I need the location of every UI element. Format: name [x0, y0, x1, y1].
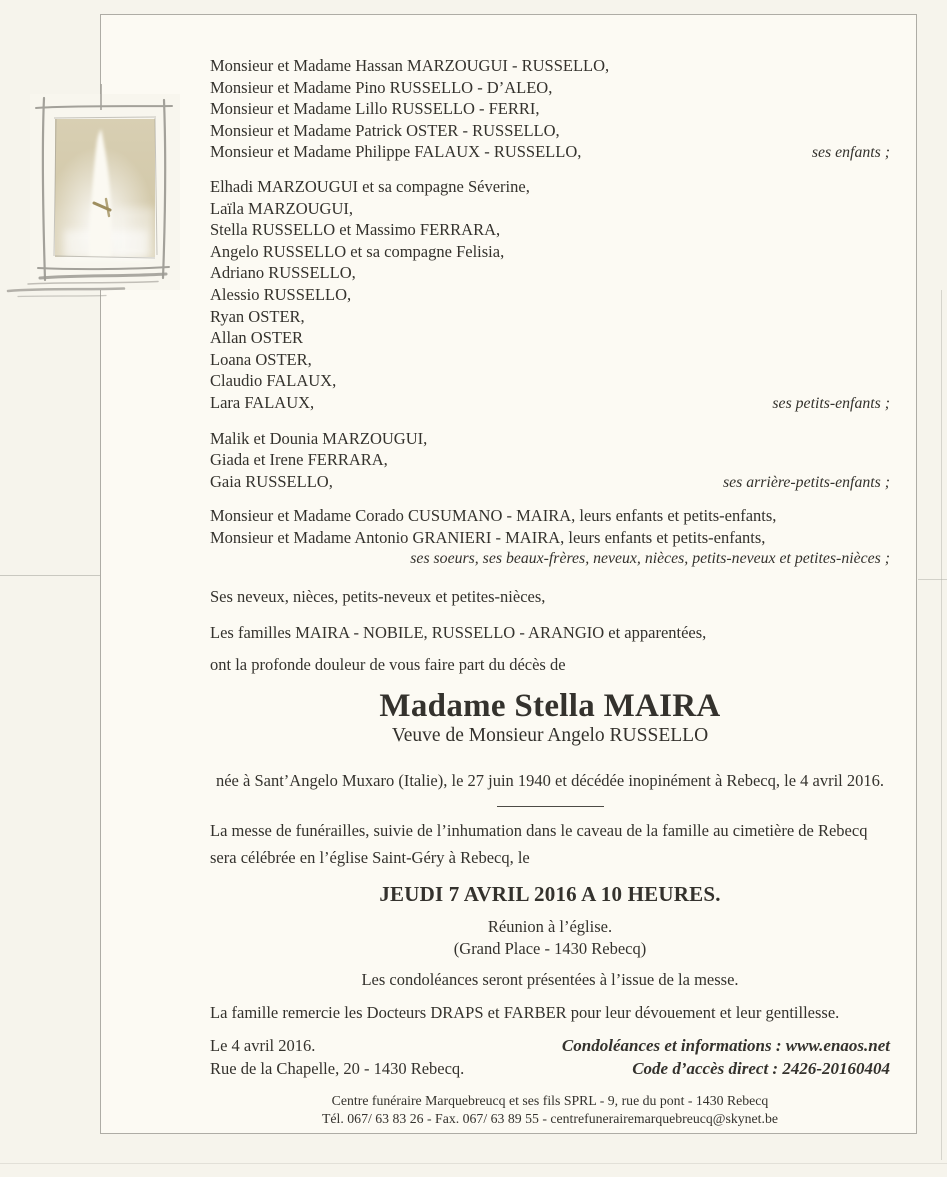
ceremony-datetime: JEUDI 7 AVRIL 2016 A 10 HEURES.	[379, 882, 721, 907]
footer-line-1: Centre funéraire Marquebreucq et ses fils SPRL - 9, rue du pont - 1430 Rebecq	[331, 1092, 769, 1108]
signoff-left	[210, 1034, 464, 1080]
birth-death-line: née à Sant’Angelo Muxaro (Italie), le 27 juin 1940 et décédée inopinément à Rebecq, le 4 avril 2016.	[215, 770, 885, 790]
signoff-info-access-code: Code d’accès direct : 2426-20160404	[632, 1058, 890, 1078]
scan-fold-line-right	[918, 579, 947, 580]
divider-rule	[497, 806, 604, 807]
family-line: Stella RUSSELLO et Massimo FERRARA,	[210, 220, 501, 240]
grandchildren-list	[210, 176, 890, 415]
family-line: Gaia RUSSELLO,	[210, 471, 333, 491]
intro-line-families: Les familles MAIRA - NOBILE, RUSSELLO - ARANGIO et apparentées,	[210, 622, 707, 642]
family-line-with-label	[210, 141, 890, 164]
funeral-home-footer	[210, 1092, 890, 1129]
children-list	[210, 55, 890, 164]
family-line: Loana OSTER,	[210, 349, 312, 369]
memorial-card	[100, 14, 917, 1134]
card-content	[101, 15, 916, 1129]
relation-label-children: ses enfants ;	[811, 144, 890, 162]
thanks-line: La famille remercie les Docteurs DRAPS et FARBER pour leur dévouement et leur gentillesse.	[210, 1003, 840, 1023]
family-line: Alessio RUSSELLO,	[210, 284, 352, 304]
intro-line-nephews: Ses neveux, nièces, petits-neveux et petites-nièces,	[210, 587, 546, 607]
great-grandchildren-list	[210, 428, 890, 494]
ceremony-line-2: sera célébrée en l’église Saint-Géry à Rebecq, le	[210, 848, 530, 868]
intro-line-announcement: ont la profonde douleur de vous faire part du décès de	[210, 655, 566, 675]
candle-sketch-icon	[6, 84, 192, 300]
family-line: Monsieur et Madame Lillo RUSSELLO - FERRI,	[210, 99, 540, 119]
scan-page-edge-bottom	[0, 1163, 947, 1164]
family-line: Allan OSTER	[210, 328, 304, 348]
family-line: Elhadi MARZOUGUI et sa compagne Séverine,	[210, 176, 530, 196]
family-line: Claudio FALAUX,	[210, 371, 337, 391]
family-line: Adriano RUSSELLO,	[210, 263, 356, 283]
signoff-info-website: Condoléances et informations : www.enaos.net	[561, 1035, 890, 1055]
relation-label-siblings: ses soeurs, ses beaux-frères, neveux, nièces, petits-neveux et petites-nièces ;	[410, 550, 890, 568]
family-line: Ryan OSTER,	[210, 306, 305, 326]
family-line: Giada et Irene FERRARA,	[210, 450, 388, 470]
meeting-place: (Grand Place - 1430 Rebecq)	[453, 939, 647, 959]
family-line: Angelo RUSSELLO et sa compagne Felisia,	[210, 241, 505, 261]
ceremony-paragraph	[210, 817, 890, 872]
family-line-with-label	[210, 392, 890, 415]
family-line: Monsieur et Madame Philippe FALAUX - RUSSELLO,	[210, 142, 582, 162]
condolences-line: Les condoléances seront présentées à l’issue de la messe.	[361, 969, 739, 989]
scan-fold-line-left	[0, 575, 100, 576]
family-line: Laïla MARZOUGUI,	[210, 198, 353, 218]
family-line: Monsieur et Madame Patrick OSTER - RUSSELLO,	[210, 120, 560, 140]
scan-page-edge-right	[941, 290, 942, 1160]
signoff-address: Rue de la Chapelle, 20 - 1430 Rebecq.	[210, 1058, 465, 1078]
signoff-right	[562, 1034, 890, 1080]
signoff-date: Le 4 avril 2016.	[210, 1035, 316, 1055]
relation-label-grandchildren: ses petits-enfants ;	[772, 394, 890, 412]
family-line: Monsieur et Madame Corado CUSUMANO - MAIRA, leurs enfants et petits-enfants,	[210, 506, 777, 526]
meeting-line: Réunion à l’église.	[487, 917, 613, 937]
footer-line-2: Tél. 067/ 63 83 26 - Fax. 067/ 63 89 55 - centrefunerairemarquebreucq@skynet.be	[322, 1111, 778, 1127]
ceremony-line-1: La messe de funérailles, suivie de l’inhumation dans le caveau de la famille au cimetière de Rebecq	[210, 820, 868, 840]
siblings-list	[210, 505, 890, 570]
family-line: Monsieur et Madame Pino RUSSELLO - D’ALEO,	[210, 77, 553, 97]
relation-label-great-grandchildren: ses arrière-petits-enfants ;	[722, 473, 890, 491]
meeting-block	[210, 916, 890, 961]
family-line: Malik et Dounia MARZOUGUI,	[210, 428, 428, 448]
deceased-name: Madame Stella MAIRA	[379, 687, 721, 724]
family-line-with-label	[210, 471, 890, 494]
family-line: Monsieur et Madame Antonio GRANIERI - MAIRA, leurs enfants et petits-enfants,	[210, 527, 766, 547]
signoff-block	[210, 1034, 890, 1080]
family-line: Lara FALAUX,	[210, 392, 315, 412]
deceased-subtitle: Veuve de Monsieur Angelo RUSSELLO	[391, 724, 709, 746]
family-line: Monsieur et Madame Hassan MARZOUGUI - RUSSELLO,	[210, 56, 610, 75]
